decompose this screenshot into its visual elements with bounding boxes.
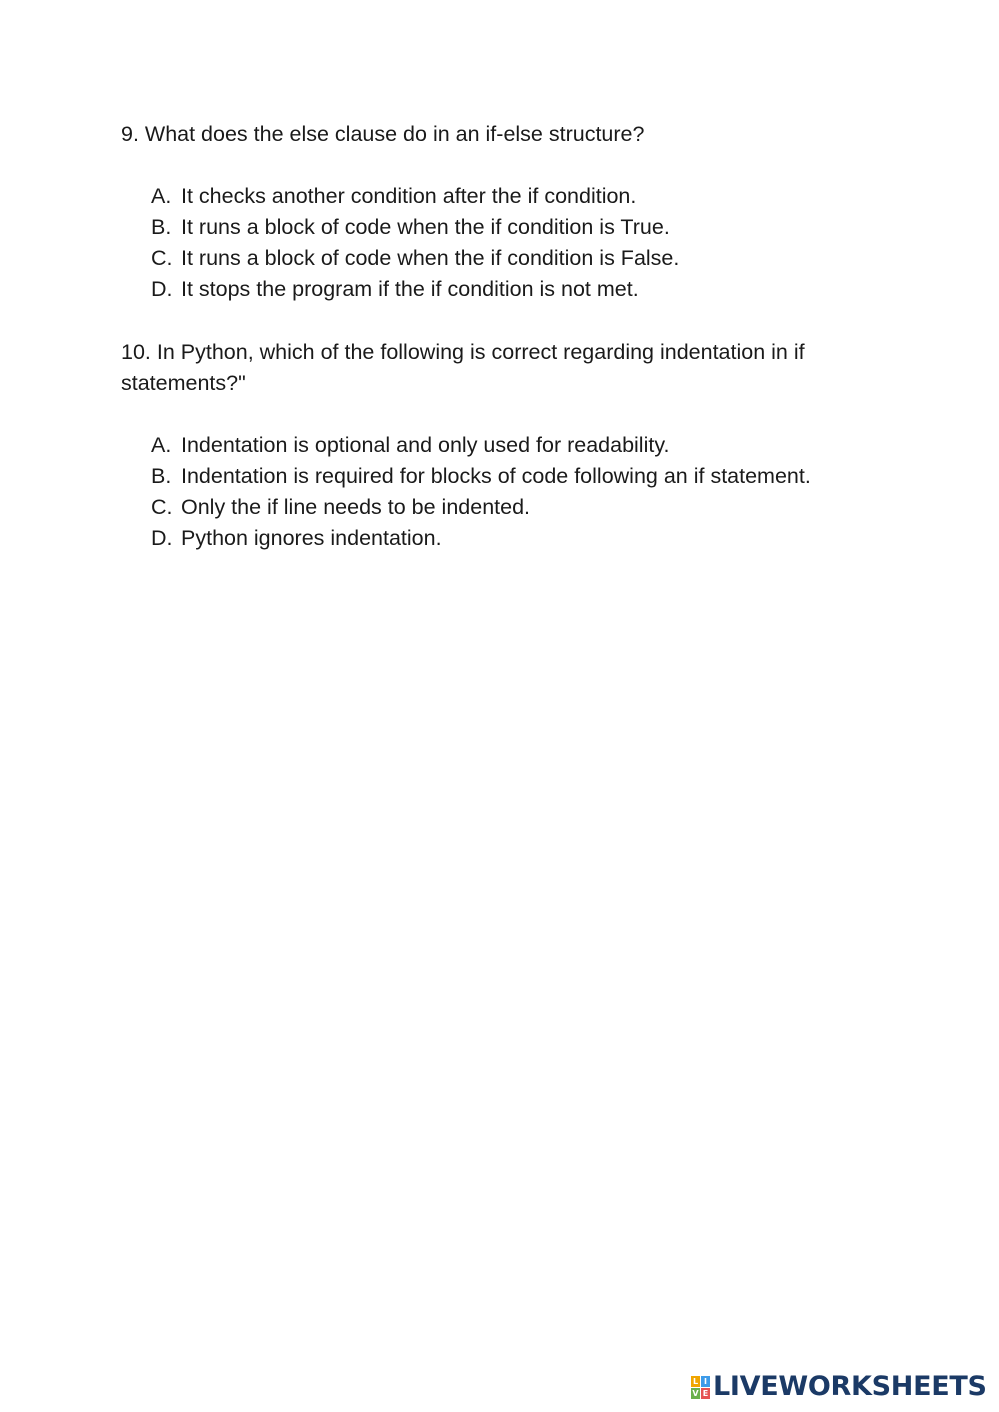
question-9-option-d[interactable] [151,274,679,305]
option-letter: D. [151,277,173,301]
logo-wordmark: LIVEWORKSHEETS [713,1371,987,1402]
logo-mark-letter: E [702,1388,709,1398]
option-text: It runs a block of code when the if condition is True. [181,215,670,239]
option-text: It checks another condition after the if condition. [181,184,637,208]
question-9-text: 9. What does the else clause do in an if-else structure? [121,122,645,146]
logo-mark-letter: L [692,1376,699,1386]
question-10-option-d[interactable] [151,523,811,554]
option-letter: A. [151,433,172,457]
option-text: Only the if line needs to be indented. [181,495,531,519]
option-text: Indentation is required for blocks of code following an if statement. [181,464,811,488]
question-9-option-c[interactable] [151,243,679,274]
option-letter: C. [151,246,173,270]
option-text: Python ignores indentation. [181,526,442,550]
question-9-option-a[interactable] [151,181,679,212]
option-letter: D. [151,526,173,550]
option-letter: B. [151,464,172,488]
liveworksheets-logo-icon [691,1376,710,1399]
question-10-options [151,430,811,554]
question-10-option-c[interactable] [151,492,811,523]
question-10-option-b[interactable] [151,461,811,492]
option-letter: C. [151,495,173,519]
option-text: Indentation is optional and only used for readability. [181,433,670,457]
question-10-text: 10. In Python, which of the following is correct regarding indentation in if statements?" [121,340,805,395]
option-text: It stops the program if the if condition is not met. [181,277,639,301]
liveworksheets-logo [691,1372,987,1402]
option-letter: A. [151,184,172,208]
question-9-options [151,181,679,305]
option-text: It runs a block of code when the if condition is False. [181,246,680,270]
question-9-option-b[interactable] [151,212,679,243]
question-10-option-a[interactable] [151,430,811,461]
logo-mark-letter: V [692,1388,699,1398]
logo-mark-letter: I [701,1376,710,1387]
option-letter: B. [151,215,172,239]
